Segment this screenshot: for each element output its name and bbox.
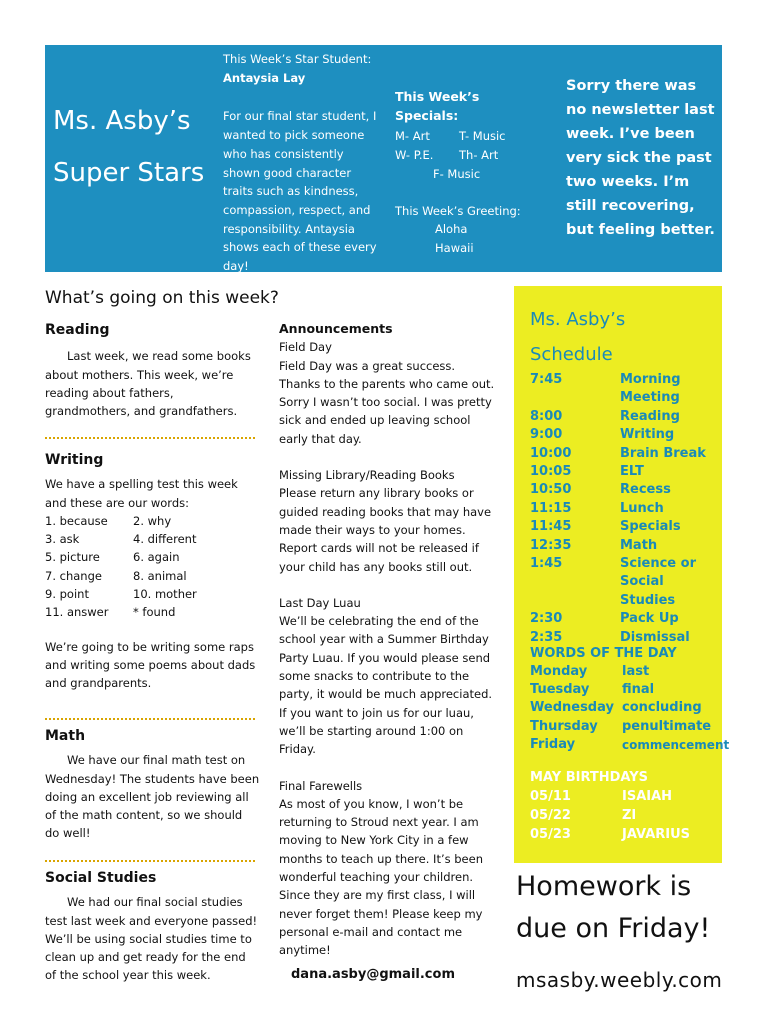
- homework-notice: Homework is due on Friday!: [516, 871, 711, 944]
- farewells-text: As most of you know, I won’t be returning to Stroud next year. I am moving to New York City in a few months to teach up there. It’s been wonderful teaching your children. Since they are my first class, I will never forget them! Please keep my personal e-mail and contact me anytime!: [279, 796, 483, 958]
- writing-text: We’re going to be writing some raps and writing some poems about dads and grandparents.: [45, 639, 256, 691]
- spelling-word: 2. why: [133, 513, 172, 528]
- schedule-activity: Science or Social Studies: [620, 556, 696, 608]
- library-books-text: Please return any library books or guided reading books that may have made their ways to your homes. Report cards will not be released if your child has any books still out.: [279, 486, 492, 574]
- announcements-heading: Announcements: [279, 321, 393, 336]
- contact-email[interactable]: dana.asby@gmail.com: [291, 966, 455, 982]
- spelling-word: 3. ask: [45, 532, 80, 547]
- schedule-time: 10:50: [530, 482, 572, 498]
- spelling-word: * found: [133, 605, 176, 620]
- wod-day: Thursday: [530, 718, 598, 734]
- schedule-activity: Brain Break: [620, 445, 706, 461]
- birthday-name: ZI: [622, 808, 637, 823]
- schedule-time: 2:30: [530, 611, 563, 627]
- reading-section: [45, 321, 257, 420]
- reading-text: Last week, we read some books about mothers. This week, we’re reading about fathers, grandmothers, and grandfathers.: [45, 349, 251, 419]
- writing-heading: Writing: [45, 452, 104, 468]
- words-of-the-day-list: [530, 663, 730, 754]
- special-item: W- P.E.: [395, 148, 434, 163]
- schedule-activity: Reading: [620, 408, 680, 424]
- wod-word: concluding: [622, 700, 702, 716]
- greeting-line1: Aloha: [435, 222, 468, 237]
- spelling-word: 11. answer: [45, 605, 109, 620]
- schedule-activity: Pack Up: [620, 611, 679, 627]
- spelling-word: 6. again: [133, 550, 180, 565]
- schedule-title: [530, 302, 625, 372]
- schedule-time: 8:00: [530, 408, 563, 424]
- schedule-activity: Morning Meeting: [620, 372, 681, 406]
- spelling-word: 5. picture: [45, 550, 100, 565]
- schedule-activity: Lunch: [620, 500, 664, 516]
- special-item: T- Music: [459, 129, 506, 144]
- schedule-activity: Math: [620, 537, 658, 553]
- schedule-time: 10:00: [530, 445, 572, 461]
- schedule-activity: Specials: [620, 519, 681, 535]
- newsletter-title-line2: Super Stars: [53, 158, 205, 188]
- math-heading: Math: [45, 728, 86, 744]
- section-divider: [45, 718, 255, 720]
- special-item: Th- Art: [459, 148, 499, 163]
- spelling-word: 1. because: [45, 513, 108, 528]
- birthday-date: 05/11: [530, 789, 571, 804]
- spelling-words-list: [45, 512, 260, 622]
- birthday-name: ISAIAH: [622, 789, 673, 804]
- schedule-activity: Recess: [620, 482, 671, 498]
- schedule-time: 12:35: [530, 537, 572, 553]
- social-studies-text: We had our final social studies test last week and everyone passed! We’ll be using social studies time to clean up and get ready for the end of the school year this week.: [45, 895, 258, 983]
- schedule-time: 7:45: [530, 372, 563, 387]
- spelling-word: 7. change: [45, 568, 102, 583]
- may-birthdays-heading: MAY BIRTHDAYS: [530, 770, 648, 785]
- words-of-the-day: [530, 644, 730, 754]
- luau-text: We’ll be celebrating the end of the school year with a Summer Birthday Party Luau. If you would please send some snacks to contribute to the party, it would be much appreciated. If you want to join us for our luau, we’ll be starting around 1:00 on Friday.: [279, 614, 493, 757]
- wod-word: commencement: [622, 737, 730, 752]
- birthday-name: JAVARIUS: [622, 827, 691, 842]
- social-studies-section: [45, 869, 260, 985]
- section-divider: [45, 860, 255, 862]
- wod-day: Tuesday: [530, 682, 590, 698]
- star-student-block: [223, 50, 383, 276]
- schedule-title-line1: Ms. Asby’s: [530, 309, 626, 330]
- spelling-word: 8. animal: [133, 568, 187, 583]
- wod-word: final: [622, 682, 655, 698]
- social-studies-heading: Social Studies: [45, 870, 157, 886]
- schedule-time: 11:15: [530, 500, 572, 516]
- star-student-text: For our final star student, I wanted to pick someone who has consistently shown good character traits such as kindness, compassion, respect, and responsibility. Antaysia shows each of these every day!: [223, 109, 377, 274]
- field-day-title: Field Day: [279, 340, 332, 355]
- may-birthdays: [530, 768, 720, 844]
- spelling-word: 10. mother: [133, 587, 197, 602]
- schedule-activity: ELT: [620, 464, 644, 480]
- math-text: We have our final math test on Wednesday! The students have been doing an excellent job reviewing all of the math content, so we should do well!: [45, 753, 260, 841]
- star-student-label: This Week’s Star Student:: [223, 52, 372, 66]
- newsletter-title-line1: Ms. Asby’s: [53, 106, 191, 136]
- schedule-list: [530, 371, 730, 647]
- star-student-name: Antaysia Lay: [223, 70, 306, 85]
- math-section: [45, 727, 260, 843]
- specials-block: [395, 88, 535, 258]
- schedule-time: 11:45: [530, 519, 572, 535]
- schedule-time: 2:35: [530, 629, 563, 645]
- website-link[interactable]: msasby.weebly.com: [516, 968, 723, 992]
- greeting-label: This Week’s Greeting:: [395, 203, 521, 218]
- spelling-word: 4. different: [133, 532, 197, 547]
- wod-day: Monday: [530, 664, 588, 679]
- writing-section: [45, 451, 260, 693]
- may-birthdays-list: [530, 787, 720, 844]
- schedule-activity: Dismissal: [620, 629, 690, 645]
- spelling-word: 9. point: [45, 587, 89, 602]
- birthday-date: 05/23: [530, 827, 571, 842]
- schedule-time: 9:00: [530, 427, 563, 443]
- schedule-title-line2: Schedule: [530, 344, 613, 365]
- library-books-title: Missing Library/Reading Books: [279, 468, 455, 483]
- greeting-line2: Hawaii: [435, 240, 474, 255]
- specials-list: [395, 127, 535, 164]
- field-day-text: Field Day was a great success. Thanks to the parents who came out. Sorry I wasn’t too social. I was pretty sick and ended up leaving school early that day.: [279, 358, 495, 446]
- farewells-title: Final Farewells: [279, 778, 363, 793]
- wod-word: last: [622, 664, 650, 679]
- special-item: M- Art: [395, 129, 430, 144]
- section-divider: [45, 437, 255, 439]
- wod-day: Friday: [530, 736, 576, 752]
- specials-heading: This Week’s Specials:: [395, 89, 480, 123]
- schedule-activity: Writing: [620, 427, 675, 443]
- wod-word: penultimate: [622, 718, 712, 734]
- words-of-the-day-heading: WORDS OF THE DAY: [530, 646, 677, 661]
- birthday-date: 05/22: [530, 808, 571, 823]
- writing-intro: We have a spelling test this week and these are our words:: [45, 477, 238, 510]
- sorry-note: Sorry there was no newsletter last week. I’ve been very sick the past two weeks. I’m still recovering, but feeling better.: [566, 78, 715, 238]
- special-item: F- Music: [433, 166, 481, 181]
- schedule-time: 10:05: [530, 464, 572, 480]
- reading-heading: Reading: [45, 322, 110, 338]
- announcements-section: [279, 320, 497, 984]
- wod-day: Wednesday: [530, 700, 614, 716]
- luau-title: Last Day Luau: [279, 595, 361, 610]
- whats-going-on-heading: What’s going on this week?: [45, 288, 279, 308]
- schedule-time: 1:45: [530, 556, 563, 572]
